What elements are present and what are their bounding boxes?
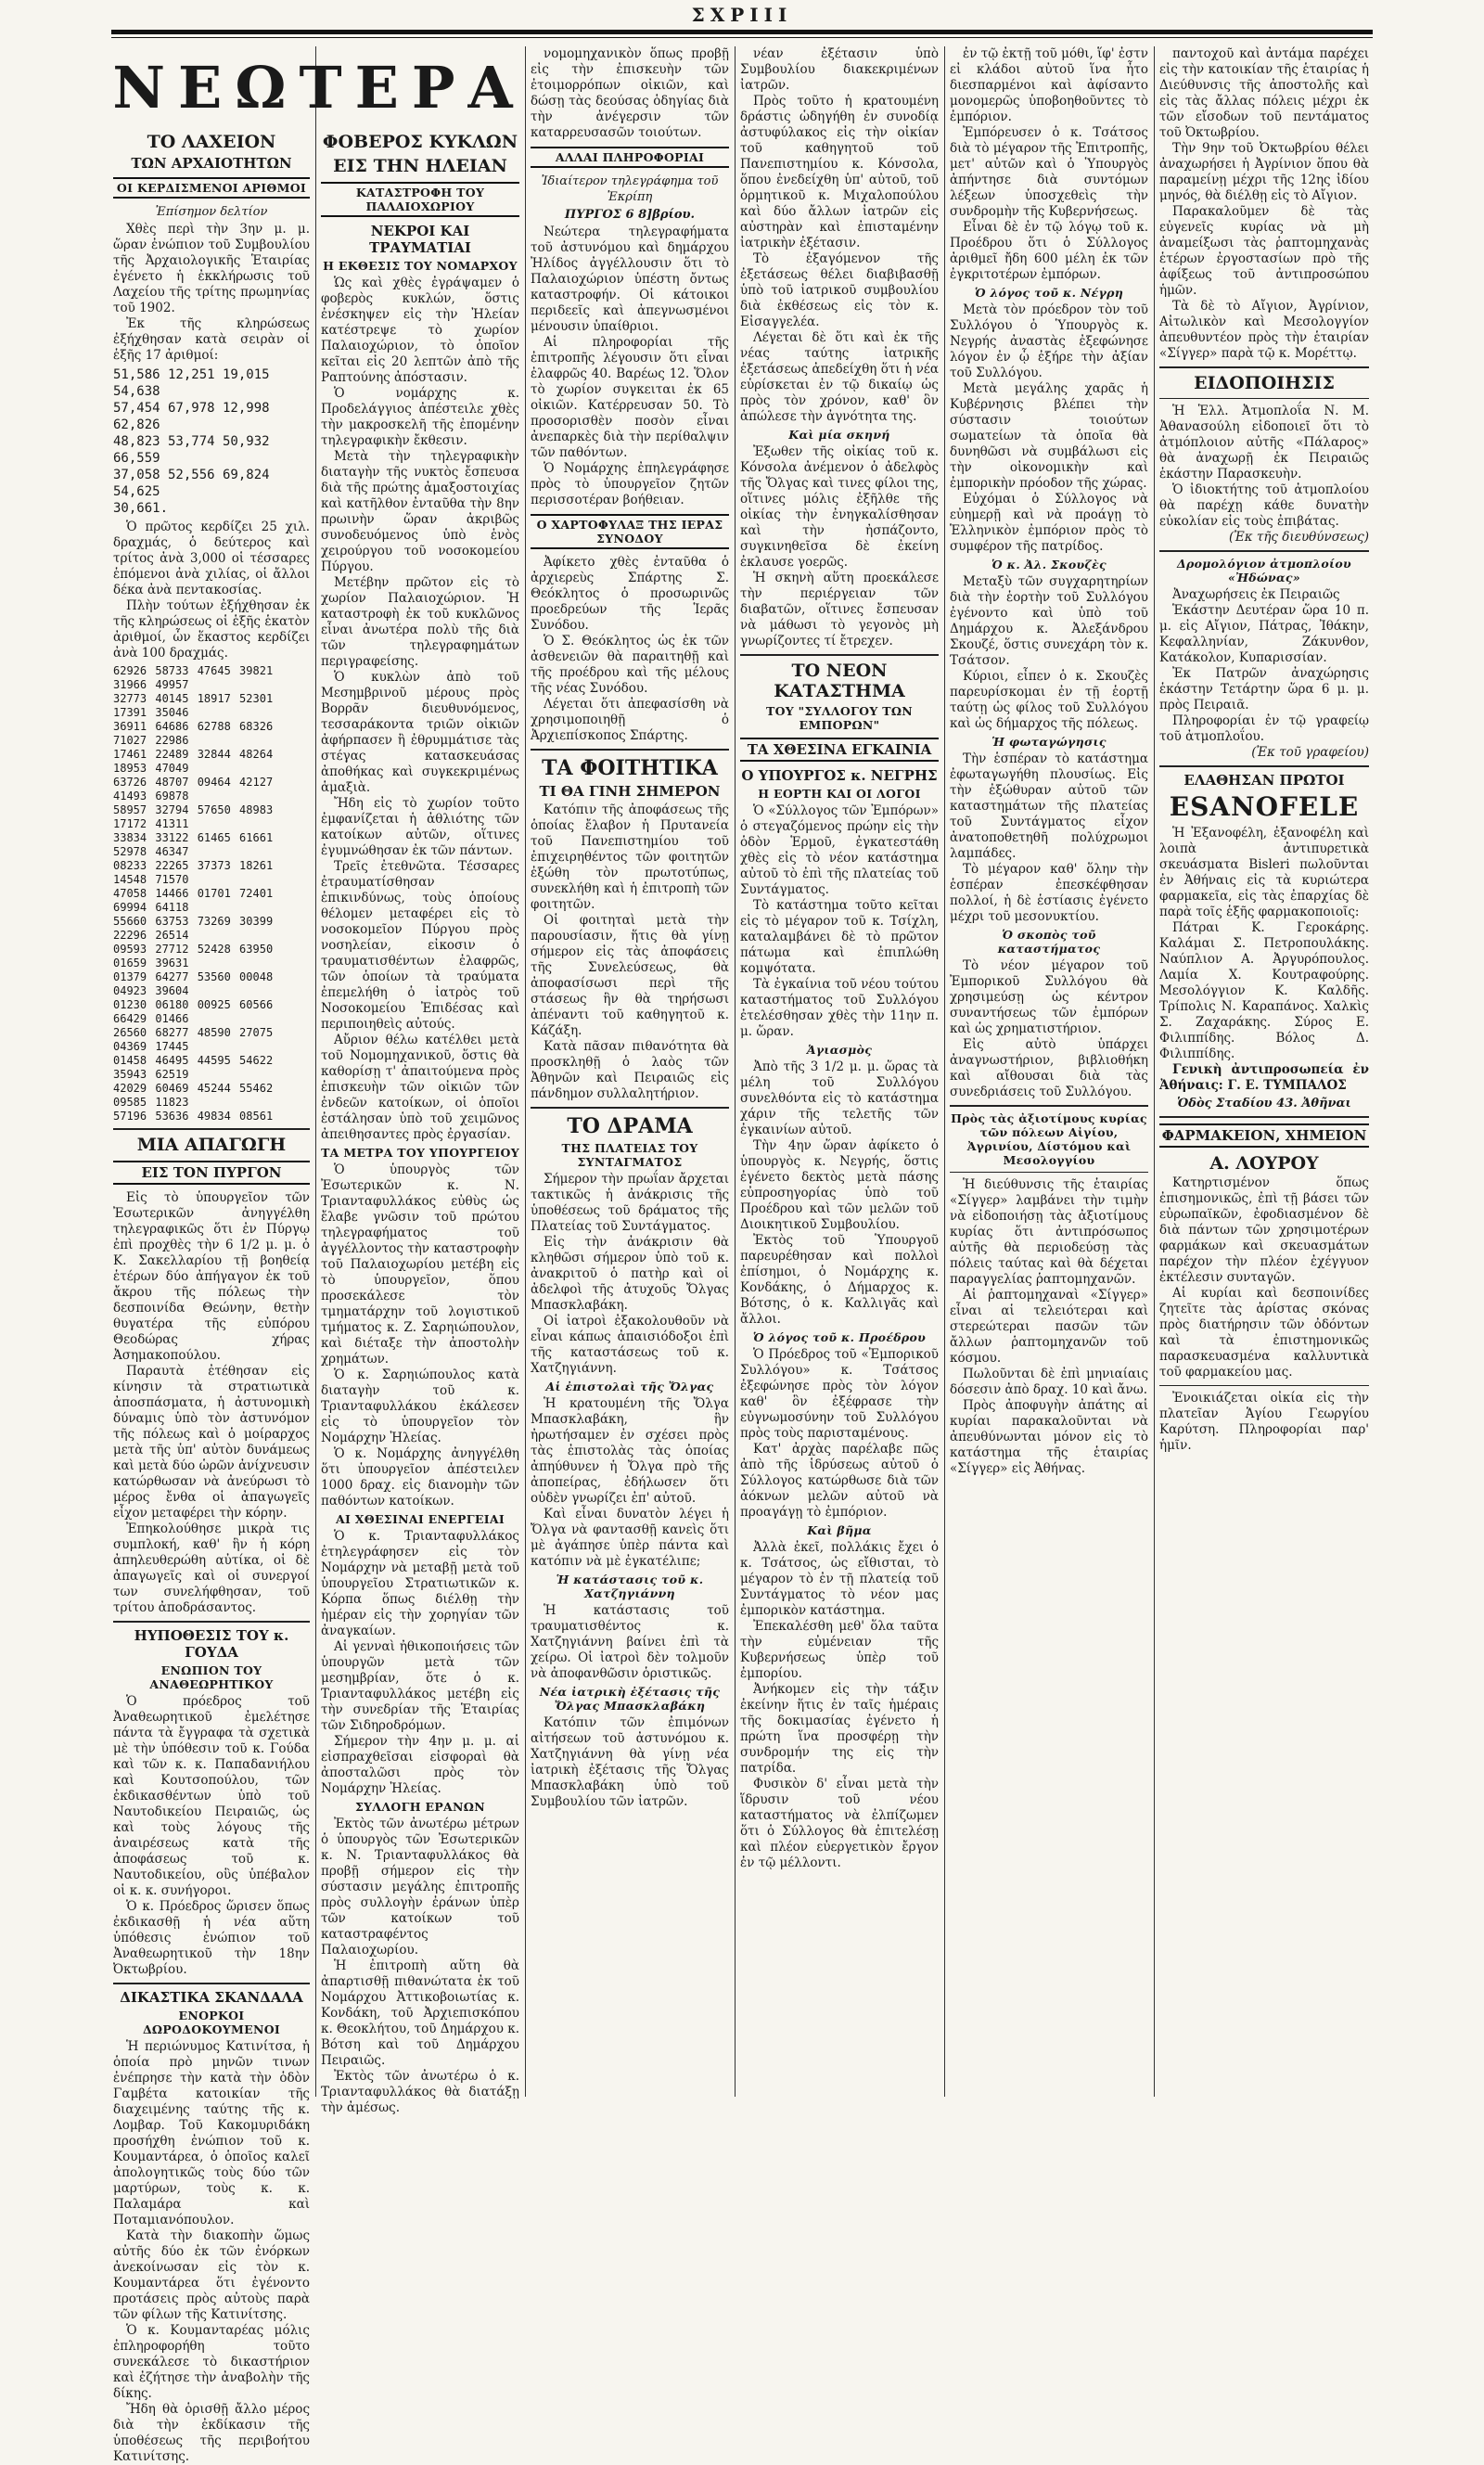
article-paragraph: Αἱ γενναὶ ἠθικοποιήσεις τῶν ὑπουργῶν μετὰ τῶν μεσημβρίαν, ὅτε ὁ κ. Τριανταφυλλάκος μετέβη εἰς τὴν συνεδρίαν τῆς Ἑταιρίας τῶν Σιδηροδρόμων. [321, 1639, 519, 1733]
article-paragraph: Τὸ μέγαρον καθ' ὅλην τὴν ἑσπέραν ἐπεσκέφθησαν πολλοί, ἡ δὲ ἑστίασις ἐγένετο μέχρι τοῦ μεσονυκτίου. [950, 862, 1148, 924]
article-paragraph: Ἀλλὰ ἐκεῖ, πολλάκις ἔχει ὁ κ. Τσάτσος, ὡς εἴθισται, τὸ μέγαρον τὸ ἐν τῇ πλατείᾳ τοῦ Συντάγματος τὸ νέον μας ἐμπορικὸν κατάστημα. [740, 1540, 939, 1618]
column-separator [525, 46, 526, 2097]
subhead-purpose: Ὁ σκοπὸς τοῦ καταστήματος [997, 928, 1101, 956]
headline-cyclone-place: ΕΙΣ ΤΗΝ ΗΛΕΙΑΝ [333, 156, 507, 176]
route-signature: (Ἐκ τοῦ γραφείου) [1251, 745, 1369, 760]
advert-paragraph: Ἀναχωρήσεις ἐκ Πειραιῶς [1172, 587, 1340, 602]
advert-paragraph: Τὰ δὲ τὸ Αἴγιον, Ἀγρίνιον, Αἰτωλικὸν καὶ Μεσολογγίον ἀπευθυντέον πρὸς τὴν ἑταιρίαν «Σίγγερ» παρὰ τῷ κ. Μορέττῳ. [1159, 299, 1369, 361]
headline-lottery: ΤΟ ΛΑΧΕΙΟΝ [147, 132, 276, 152]
headline-abduction: ΜΙΑ ΑΠΑΓΩΓΗ [136, 1135, 287, 1155]
headline-esanofele: ESANOFELE [1169, 791, 1360, 822]
headline-cyclone: ΦΟΒΕΡΟΣ ΚΥΚΛΩΝ [322, 132, 518, 152]
article-paragraph: Κατὰ πᾶσαν πιθανότητα θὰ προσκληθῇ ὁ λαὸς τῶν Ἀθηνῶν καὶ Πειραιῶς εἰς πάνδημον συλλαλητήριον. [531, 1039, 729, 1101]
article-paragraph: Τὰ ἐγκαίνια τοῦ νέου τούτου καταστήματος τοῦ Συλλόγου ἐτελέσθησαν χθὲς τὴν 11ην π. μ. ὥραν. [740, 977, 939, 1039]
numbers-row: 01379 64277 53560 00048 04923 39604 [113, 970, 274, 997]
dateline: ΠΥΡΓΟΣ 6 8]βρίου. [564, 208, 696, 222]
article-paragraph: Ὁ ὑπουργὸς τῶν Ἐσωτερικῶν κ. Ν. Τριανταφυλλάκος εὐθὺς ὡς ἔλαβε γνῶσιν τοῦ πρώτου τηλεγραφήματος τοῦ ἀγγέλλοντος τὴν καταστροφὴν τοῦ Παλαιοχωρίου μετέβη εἰς τὸ ὑπουργεῖον, ὅπου προσεκάλεσε τὸν τμηματάρχην τοῦ λογιστικοῦ τμήματος κ. Ζ. Σαρηιώπουλον, καὶ διέταξε τὴν ἀποστολὴν χρημάτων. [321, 1162, 519, 1367]
subhead-blessing: Ἁγιασμὸς [806, 1043, 873, 1057]
advert-paragraph: Γενικὴ ἀντιπροσωπεία ἐν Ἀθήναις: Γ. Ε. ΤΥΜΠΑΛΟΣ [1159, 1062, 1369, 1093]
numbers-row: 09593 27712 52428 63950 01659 39631 [113, 943, 274, 969]
article-paragraph: Ὁ Νομάρχης ἐπηλεγράφησε πρὸς τὸ ὑπουργεῖον ζητῶν περισσοτέραν βοήθειαν. [531, 461, 729, 507]
article-paragraph: ἐν τῷ ἐκτῇ τοῦ μόθι, ἵφ' ἐστν εἰ κλάδοι αὐτοῦ ἵνα ἦτο διεσπαρμένοι καὶ ἀφίσαντο μονομερῶς ὑποβοηθοῦντες τὸ ἐμπόριον. [950, 46, 1148, 124]
headline-students-sub: ΤΙ ΘΑ ΓΙΝΗ ΣΗΜΕΡΟΝ [539, 783, 721, 800]
article-paragraph: Αὔριον θέλω κατέλθει μετὰ τοῦ Νομομηχανικοῦ, ὅστις θὰ καθορίσῃ τ' ἀπαιτούμενα πρὸς ἐπισκευὴν τῶν οἰκιῶν τῶν ἐνδεῶν κατοίκων, οἱ ὁποῖοι ἐστάλησαν ὑπὸ τοῦ χειμῶνος ἀπειθησαντες πρὸς ἐργασίαν. [321, 1033, 519, 1142]
advert-address: Ὁδὸς Σταδίου 43. Ἀθῆναι [1177, 1097, 1351, 1111]
column-2 [321, 128, 519, 2115]
headline-pharmacy: ΦΑΡΜΑΚΕΙΟΝ, ΧΗΜΕΙΟΝ [1159, 1123, 1369, 1148]
article-paragraph: νομομηχανικὸν ὅπως προβῇ εἰς τὴν ἐπισκευὴν τῶν ἐτοιμορρόπων οἰκιῶν, καὶ δώσῃ τὰς δεούσας ὁδηγίας διὰ τὴν ἀνέγερσιν τῶν καταρρευσασῶν τοιούτων. [531, 46, 729, 140]
column-separator [735, 46, 736, 2097]
header-rule [111, 30, 1373, 34]
advert-paragraph: Αἱ κυρίαι καὶ δεσποινίδες ζητεῖτε τὰς ἀρίστας σκόνας πρὸς διατήρησιν τῶν ὀδόντων καὶ τὰ ἐπιστημονικῶς παρασκευασμένα καλλυντικὰ τοῦ φαρμακείου μας. [1159, 1286, 1369, 1380]
divider [950, 1105, 1148, 1107]
headline-ship-route: Δρομολόγιον ἀτμοπλοίου «Ἠδώνας» [1176, 557, 1352, 584]
article-paragraph: Ὡς καὶ χθὲς ἐγράψαμεν ὁ φοβερὸς κυκλών, ὅστις ἐνέσκηψεν εἰς τὴν Ἠλείαν κατέστρεψε τὸ χωρίον Παλαιοχώριον, τὸ ὁποῖον κεῖται εἰς 20 λεπτῶν ἀπὸ τῆς Ραπτούνης ἀπόστασιν. [321, 276, 519, 385]
advert-paragraph: Ὁ ἰδιοκτήτης τοῦ ἀτμοπλοίου θὰ παρέχῃ κάθε δυνατὴν εὐκολίαν εἰς τοὺς ἐπιβάτας. [1159, 482, 1369, 529]
divider [113, 1983, 310, 1984]
section-masthead: ΝΕΩΤΕΡΑ [112, 54, 526, 122]
article-paragraph: Χθὲς περὶ τὴν 3ην μ. μ. ὥραν ἐνώπιον τοῦ Συμβουλίου τῆς Ἀρχαιολογικῆς Ἑταιρίας ἐγένετο ἡ ἐκκλήρωσις τοῦ Λαχείου τῆς τρίτης πρωμηνίας τοῦ 1902. [113, 222, 310, 315]
headline-merchants: ΤΟΥ "ΣΥΛΛΟΓΟΥ ΤΩΝ ΕΜΠΟΡΩΝ" [765, 704, 914, 732]
numbers-row: 57196 53636 49834 08561 [113, 1110, 274, 1123]
headline-drama-sub: ΤΗΣ ΠΛΑΤΕΙΑΣ ΤΟΥ ΣΥΝΤΑΓΜΑΤΟΣ [561, 1141, 698, 1169]
header-rule-thin [111, 37, 1373, 38]
article-paragraph: Μετὰ τὴν τηλεγραφικὴν διαταγὴν τῆς νυκτὸς ἔσπευσα διὰ τῆς πρώτης ἀμαξοστοιχίας καὶ κατῆλθον ἐνταῦθα τὴν 8ην πρωινὴν ὥραν ἀκριβῶς συνοδευόμενος ὑπὸ ἑνὸς χειρούργου τοῦ νοσοκομείου Πύργου. [321, 449, 519, 574]
advert-paragraph: Ἡ Ἑλλ. Ἀτμοπλοΐα Ν. Μ. Ἀθανασούλη εἰδοποιεῖ ὅτι τὸ ἀτμόπλοιον αὐτῆς «Πάλαρος» θὰ ἀναχωρῇ ἐκ Πειραιῶς ἑκάστην Παρασκευὴν. [1159, 404, 1369, 481]
article-paragraph: Ἤδη εἰς τὸ χωρίον τοῦτο ἐμφανίζεται ἡ ἀθλιότης τῶν κατοίκων αὐτῶν, οἵτινες ἐγυμνώθησαν ἐκ τῶν πάντων. [321, 796, 519, 858]
article-paragraph: Μετέβην πρῶτον εἰς τὸ χωρίον Παλαιοχώριον. Ἡ καταστροφὴ ἐκ τοῦ κυκλῶνος εἶναι ἀνωτέρα πολὺ τῆς διὰ τῶν τηλεγραφημάτων περιγραφείσης. [321, 575, 519, 669]
column-4 [740, 46, 939, 2097]
article-paragraph: Ἡ κατάστασις τοῦ τραυματισθέντος κ. Χατζηγιάννη βαίνει ἐπὶ τὰ χείρω. Οἱ ἰατροὶ δὲν τολμοῦν νὰ ἀποφανθῶσιν ὁριστικῶς. [531, 1603, 729, 1681]
headline-other-info: ΑΛΛΑΙ ΠΛΗΡΟΦΟΡΙΑΙ [531, 147, 729, 168]
article-paragraph: Ἡ περιώνυμος Κατινίτσα, ἡ ὁποία πρὸ μηνῶν τινων ἐνέπρησε τὴν κατὰ τὴν ὁδὸν Γαμβέτα κατοικίαν τῆς διαχειμένης ταύτης τῆς κ. Λομβαρ. Τοῦ Κακομυριδάκη προσήχθη ἐνώπιον τοῦ κ. Κουμαντάρεα, ὁ ὁποῖος καλεῖ ἀπολογητικῶς τοὺς δύο τῶν μαρτύρων, τοὺς κ. κ. Παλαμάρα καὶ Ποταμιανόπουλον. [113, 2039, 310, 2227]
subhead-donations: ΣΥΛΛΟΓΗ ΕΡΑΝΩΝ [355, 1800, 485, 1814]
advert-paragraph: Ἡ διεύθυνσις τῆς ἑταιρίας «Σίγγερ» λαμβάνει τὴν τιμὴν νὰ εἰδοποιήσῃ τὰς ἀξιοτίμους κυρίας ὅτι ἀντιπρόσωπος αὐτῆς θὰ περιοδεύσῃ τὰς πόλεις ταύτας καὶ θὰ δέχεται παραγγελίας ῥαπτομηχανῶν. [950, 1177, 1148, 1287]
article-paragraph: Ἡ ἐπιτροπὴ αὕτη θὰ ἀπαρτισθῇ πιθανώτατα ἐκ τοῦ Νομάρχου Ἀττικοβοιωτίας κ. Κονδάκη, τοῦ Ἀρχιεπισκόπου κ. Θεοκλήτου, τοῦ Δημάρχου κ. Βότση καὶ τοῦ Δημάρχου Πειραιῶς. [321, 1958, 519, 2068]
headline-prefect-report: Η ΕΚΘΕΣΙΣ ΤΟΥ ΝΟΜΑΡΧΟΥ [323, 259, 518, 273]
article-paragraph: Ἀφίκετο χθὲς ἐνταῦθα ὁ ἀρχιερεὺς Σπάρτης Σ. Θεόκλητος ὁ προσωρινῶς προεδρεύων τῆς Ἱερᾶς Συνόδου. [531, 555, 729, 633]
article-paragraph: Κατόπιν τῆς ἀποφάσεως τῆς ὁποίας ἔλαβον ἡ Πρυτανεία τοῦ Πανεπιστημίου τοῦ ἐπιχειρηθέντος τῶν φοιτητῶν ἐξώθη τὸν πρωτοτύπως, συνεκλήθη καὶ ἡ ἐπιτροπὴ τῶν φοιτητῶν. [531, 802, 729, 912]
divider [531, 1107, 729, 1109]
article-paragraph: Ἡ σκηνὴ αὕτη προεκάλεσε τὴν περιέργειαν τῶν διαβατῶν, οἵτινες ἔσπευσαν νὰ μάθωσι τὸ γεγονὸς μὴ γνωρίζοντες τί ἔτρεχεν. [740, 571, 939, 648]
numbers-row: 48,823 53,774 50,932 66,559 [113, 434, 270, 466]
headline-pharmacy-owner: Α. ΛΟΥΡΟΥ [1209, 1153, 1319, 1174]
numbers-row: 32773 40145 18917 52301 17391 35046 [113, 692, 274, 719]
subhead-condition: Ἡ κατάστασις τοῦ κ. Χατζηγιάννη [556, 1573, 704, 1600]
article-paragraph: Τὸ ἐξαγόμενον τῆς ἐξετάσεως θέλει διαβιβασθῇ ὑπὸ τοῦ ἰατρικοῦ συμβουλίου διὰ ἐκθέσεως εἰς τὸν κ. Εἰσαγγελέα. [740, 251, 939, 329]
advert-paragraph: Ἐκ Πατρῶν ἀναχώρησις ἑκάστην Τετάρτην ὥρα 6 μ. μ. πρὸς Πειραιᾶ. [1159, 666, 1369, 713]
subhead-president-speech: Ὁ λόγος τοῦ κ. Προέδρου [752, 1330, 927, 1344]
article-paragraph: Ἐκτὸς τῶν ἀνωτέρω μέτρων ὁ ὑπουργὸς τῶν Ἐσωτερικῶν κ. Ν. Τριανταφυλλάκος θὰ προβῇ σήμερον εἰς τὴν σύστασιν μεγάλης ἐπιτροπῆς πρὸς συλλογὴν ἐράνων ὑπὲρ τῶν κατοίκων τοῦ καταστραφέντος Παλαιοχωρίου. [321, 1817, 519, 1958]
numbers-row: 42029 60469 45244 55462 09585 11823 [113, 1082, 274, 1109]
headline-abduction-sub: ΕΙΣ ΤΟΝ ΠΥΡΓΟΝ [113, 1161, 310, 1185]
article-paragraph: Μετὰ τὸν πρόεδρον τὸν τοῦ Συλλόγου ὁ Ὑπουργὸς κ. Νεγρής ἀναστὰς ἐξεφώνησε λόγον ἐν ᾧ ἐξήρε τὴν ἀξίαν τοῦ Συλλόγου. [950, 302, 1148, 380]
article-paragraph: Εὐχόμαι ὁ Σύλλογος νὰ εὐημερῇ καὶ νὰ προάγῃ τὸ Ἑλληνικὸν ἐμπόριον πρὸς τὸ συμφέρον τῆς πατρίδος. [950, 492, 1148, 554]
numbers-row: 01458 46495 44595 54622 35943 62519 [113, 1054, 274, 1081]
article-paragraph: Εἶναι δὲ ἐν τῷ λόγῳ τοῦ κ. Προέδρου ὅτι ὁ Σύλλογος ἀριθμεῖ ἤδη 600 μέλη ἐκ τῶν ἐγκριτοτέρων ἐμπόρων. [950, 220, 1148, 282]
subhead-letters: Αἱ ἐπιστολαὶ τῆς Ὄλγας [545, 1380, 714, 1393]
article-paragraph: Παραυτὰ ἐτέθησαν εἰς κίνησιν τὰ στρατιωτικὰ ἀποσπάσματα, ἡ ἀστυνομικὴ δύναμις ὑπὸ τὸν ἀστυνόμον τῆς πόλεως καὶ ὁ μοίραρχος μετὰ τῆς ὑπ' αὐτὸν δυνάμεως καὶ μετὰ δύο ὡρῶν ἀνίχνευσιν κατώρθωσαν νὰ ἀνεύρωσι τὸ μέρος ἔνθα οἱ ἀπαγωγεῖς εἶχον μεταφέρει τὴν κόρην. [113, 1364, 310, 1521]
article-paragraph: Αἱ πληροφορίαι τῆς ἐπιτροπῆς λέγουσιν ὅτι εἶναι ἐλαφρῶς 40. Βαρέως 12. Ὅλον τὸ χωρίον συγκειται ἐκ 65 οἰκιῶν. Κατέρρευσαν 50. Τὸ προσορισθὲν ποσὸν εἶναι ἀνεπαρκὲς διὰ τὴν περίθαλψιν τῶν παθόντων. [531, 335, 729, 460]
advert-paragraph: Ἐνοικιάζεται οἰκία εἰς τὴν πλατεῖαν Ἁγίου Γεωργίου Καρύτση. Πληροφορίαι παρ' ἡμῖν. [1159, 1391, 1369, 1453]
article-paragraph: Ἐκτὸς τῶν ἀνωτέρω ὁ κ. Τριανταφυλλάκος θὰ διατάξῃ τὴν ἀμέσως. [321, 2069, 519, 2115]
numbers-row: 30,661. [113, 501, 169, 516]
article-paragraph: Νεώτερα τηλεγραφήματα τοῦ ἀστυνόμου καὶ δημάρχου Ἠλίδος ἀγγέλλουσιν ὅτι τὸ Παλαιοχώριον ὑπέστη ὄντως καταστροφήν. Οἱ κάτοικοι περιδεεῖς καὶ ἀπεγνωσμένοι μένουσιν ὑπαίθριοι. [531, 225, 729, 334]
article-paragraph: Εἰς τὴν ἀνάκρισιν θὰ κληθῶσι σήμερον ὑπὸ τοῦ κ. ἀνακριτοῦ ὁ πατὴρ καὶ οἱ ἀδελφοὶ τῆς ἀτυχοῦς Ὄλγας Μπασκλαβάκη. [531, 1235, 729, 1313]
article-paragraph: Λέγεται ὅτι ἀπεφασίσθη νὰ χρησιμοποιηθῇ ὁ Ἀρχιεπίσκοπος Σπάρτης. [531, 697, 729, 743]
numbers-row: 36911 64686 62788 68326 71027 22986 [113, 720, 274, 747]
headline-inauguration: ΤΑ ΧΘΕΣΙΝΑ ΕΓΚΑΙΝΙΑ [740, 738, 939, 762]
winning-numbers-list [113, 366, 310, 517]
column-separator [315, 46, 316, 2097]
article-paragraph: Τὸ νέον μέγαρον τοῦ Ἐμπορικοῦ Συλλόγου θὰ χρησιμεύσῃ ὡς κέντρον συναντήσεως τῶν ἐμπόρων καὶ ὡς χρηματιστήριον. [950, 958, 1148, 1036]
divider [1159, 550, 1369, 552]
numbers-row: 57,454 67,978 12,998 62,826 [113, 401, 270, 432]
article-paragraph: Πλὴν τούτων ἐξήχθησαν ἐκ τῆς κληρώσεως οἱ ἑξῆς ἑκατὸν ἀριθμοί, ὧν ἕκαστος κερδίζει ἀνὰ 100 δραχμάς. [113, 598, 310, 661]
numbers-row: 55660 63753 73269 30399 22296 26514 [113, 915, 274, 942]
column-separator [1154, 46, 1155, 2097]
article-paragraph: Τὴν 4ην ὥραν ἀφίκετο ὁ ὑπουργὸς κ. Νεγρής, ὅστις ἐγένετο δεκτὸς μετὰ πάσης εὐπροσηγορίας ὑπὸ τοῦ Προέδρου καὶ τῶν μελῶν τοῦ Διοικητικοῦ Συμβουλίου. [740, 1138, 939, 1232]
article-paragraph: Ὁ κ. Νομάρχης ἀνηγγέλθη ὅτι ὑπουργεῖον ἀπέστειλεν 1000 δραχ. εἰς διανομὴν τῶν παθόντων κατοίκων. [321, 1446, 519, 1509]
divider [1159, 398, 1369, 399]
numbers-row: 63726 48707 09464 42127 41493 69878 [113, 776, 274, 802]
advert-paragraph: Πωλοῦνται δὲ ἐπὶ μηνιαίαις δόσεσιν ἀπὸ δραχ. 10 καὶ ἄνω. [950, 1367, 1148, 1397]
headline-drama: ΤΟ ΔΡΑΜΑ [567, 1114, 693, 1138]
advert-paragraph: Πάτραι Κ. Γεροκάρης. Καλάμαι Σ. Πετροπουλάκης. Ναύπλιον Α. Ἀργυρόπουλος. Λαμία Χ. Κουτραφούρης. Μεσολόγγιον Κ. Καλδῆς. Τρίπολις Ν. Καραπάνος. Χαλκὶς Σ. Ζαχαράκης. Σύρος Ε. Φιλιππίδης. Βόλος Δ. Φιλιππίδης. [1159, 920, 1369, 1061]
article-paragraph: Σήμερον τὴν 4ην μ. μ. αἱ εἰσπραχθεῖσαι εἰσφοραὶ θὰ ἀποσταλῶσι πρὸς τὸν Νομάρχην Ἠλείας. [321, 1734, 519, 1796]
column-5 [950, 46, 1148, 2097]
advert-paragraph: Αἱ ῥαπτομηχαναὶ «Σίγγερ» εἶναι αἱ τελειότεραι καὶ στερεώτεραι πασῶν τῶν ἄλλων ῥαπτομηχανῶν τοῦ κόσμου. [950, 1288, 1148, 1366]
numbers-row: 26560 68277 48590 27075 04369 17445 [113, 1026, 274, 1053]
divider [531, 749, 729, 751]
official-bulletin-label: Ἐπίσημον δελτίον [155, 205, 268, 219]
article-paragraph: Ὁ πρόεδρος τοῦ Ἀναθεωρητικοῦ ἐμελέτησε πάντα τὰ ἔγγραφα τὰ σχετικὰ μὲ τὴν ὑπόθεσιν τοῦ κ. Γούδα καὶ τῶν κ. κ. Παπαδανιήλου καὶ Κουτσοπούλου, τῶν ἐκδικασθέντων ὑπὸ τοῦ Ναυτοδικείου Πειραιῶς, ὡς καὶ τοὺς λόγους τῆς ἀναιρέσεως κατὰ τῆς ἀποφάσεως τοῦ κ. Ναυτοδικείου, οὓς ὑπέβαλον οἱ κ. κ. συνήγοροι. [113, 1694, 310, 1898]
divider [950, 1172, 1148, 1173]
subhead-negris-speech: Ὁ λόγος τοῦ κ. Νέγρη [974, 286, 1124, 300]
column-1 [113, 128, 310, 2464]
article-paragraph: Ὁ Πρόεδρος τοῦ «Ἐμπορικοῦ Συλλόγου» κ. Τσάτσος ἐξεφώνησε πρὸς τὸν λόγον καθ' ὃν ἐξέφρασε τὴν εὐγνωμοσύνην τοῦ Συλλόγου πρὸς τοὺς παρισταμένους. [740, 1347, 939, 1441]
article-paragraph: Πρὸς τοῦτο ἡ κρατουμένη δράστις ὡδηγήθη ἐν συνοδίᾳ ἀστυφύλακος εἰς τὴν οἰκίαν τοῦ καθηγητοῦ τοῦ Πανεπιστημίου κ. Κόνσολα, ὅπου ἐνεδείχθη ὑπ' αὐτοῦ, τοῦ ὁρμητικοῦ κ. Μιχαλοπούλου καὶ δύο ἄλλων ἰατρῶν εἰς αὐστηρὰν καὶ ἐπισταμένην ἰατρικὴν ἐξέτασιν. [740, 94, 939, 250]
column-6 [1159, 46, 1369, 2097]
article-paragraph: Ἀπὸ τῆς 3 1/2 μ. μ. ὥρας τὰ μέλη τοῦ Συλλόγου συνελθόντα εἰς τὸ κατάστημα χάριν τῆς τελετῆς τῶν ἐγκαινίων αὐτοῦ. [740, 1059, 939, 1137]
advert-paragraph: Ἡ Ἐξανοφέλη, ἐξανοφέλη καὶ λοιπὰ ἀντιπυρετικὰ σκευάσματα Bisleri πωλοῦνται ἐν Ἀθήναις εἰς τὰ κυριώτερα φαρμακεῖα, εἰς τὰς ἐπαρχίας δὲ παρὰ τοῖς ἑξῆς φαρμακοποιοῖς: [1159, 826, 1369, 919]
article-paragraph: Εἰς αὐτὸ ὑπάρχει ἀναγνωστήριον, βιβλιοθήκη καὶ αἴθουσαι διὰ τὰς συνεδριάσεις τοῦ Συλλόγου. [950, 1037, 1148, 1099]
article-paragraph: Εἰς τὸ ὑπουργεῖον τῶν Ἐσωτερικῶν ἀνηγγέλθη τηλεγραφικῶς ὅτι ἐν Πύργῳ ἐπὶ προχθὲς τὴν 6 1/2 μ. μ. ὁ Κ. Σακελλαρίου τῇ βοηθείᾳ ἑτέρων δύο ἀπήγαγον ἐκ τοῦ ἄκρου τῆς πόλεως τὴν δεσποινίδα Θεώνην, θετὴν θυγατέρα τῆς εὐπόρου Θεοδώρας χήρας Ἀσημακοπούλου. [113, 1190, 310, 1363]
article-paragraph: Κατ' ἀρχὰς παρέλαβε πῶς ἀπὸ τῆς ἱδρύσεως αὐτοῦ ὁ Σύλλογος κατώρθωσε διὰ τῶν ἀόκνων μελῶν αὐτοῦ νὰ προαγάγῃ τὸ ἐμπόριον. [740, 1442, 939, 1520]
article-paragraph: Ἀνήκομεν εἰς τὴν τάξιν ἐκείνην ἥτις ἐν ταῖς ἡμέραις τῆς δοκιμασίας ἐγένετο ἡ πρώτη ἵνα προσφέρῃ τὴν συνδρομήν της εἰς τὴν πατρίδα. [740, 1682, 939, 1776]
headline-scandal-sub: ΕΝΟΡΚΟΙ ΔΩΡΟΔΟΚΟΥΜΕΝΟΙ [142, 2009, 281, 2036]
headline-minister: Ο ΥΠΟΥΡΓΟΣ κ. ΝΕΓΡΗΣ [741, 767, 938, 784]
subhead-ministry-measures: ΤΑ ΜΕΤΡΑ ΤΟΥ ΥΠΟΥΡΓΕΙΟΥ [321, 1146, 519, 1160]
article-paragraph: Μεταξὺ τῶν συγχαρητηρίων διὰ τὴν ἑορτὴν τοῦ Συλλόγου ἐγένοντο καὶ ὑπὸ τοῦ Δημάρχου κ. Ἀλεξάνδρου Σκουζέ, ὅστις συνεχάρη τὸν κ. Τσάτσον. [950, 574, 1148, 668]
headline-synod: Ο ΧΑΡΤΟΦΥΛΑΞ ΤΗΣ ΙΕΡΑΣ ΣΥΝΟΔΟΥ [531, 514, 729, 549]
advert-paragraph: Ἑκάστην Δευτέραν ὥρα 10 π. μ. εἰς Αἴγιον, Πάτρας, Ἰθάκην, Κεφαλληνίαν, Ζάκυνθον, Κατάκολον, Κυπαρισσίαν. [1159, 603, 1369, 665]
notice-signature: (Ἐκ τῆς διευθύνσεως) [1228, 530, 1369, 545]
divider [1159, 765, 1369, 767]
article-paragraph: Ὁ κ. Τριανταφυλλάκος ἐτηλεγράφησεν εἰς τὸν Νομάρχην νὰ μεταβῇ μετὰ τοῦ ὑπουργεῖου Στρατιωτικῶν κ. Κόρπα ὅπως διέλθῃ τὴν ἡμέραν εἰς τὴν χορηγίαν τῶν ἀναγκαίων. [321, 1529, 519, 1638]
headline-goudas-sub: ΕΝΩΠΙΟΝ ΤΟΥ ΑΝΑΘΕΩΡΗΤΙΚΟΥ [149, 1663, 274, 1691]
divider [1159, 1116, 1369, 1118]
subhead-step: Καὶ βῆμα [807, 1523, 872, 1537]
article-paragraph: Καὶ εἶναι δυνατὸν λέγει ἡ Ὄλγα νὰ φαντασθῇ κανεὶς ὅτι μὲ ἀγάπησε ὑπὲρ πάντα καὶ κατόπιν νὰ μὲ ἐγκατέλιπε; [531, 1507, 729, 1569]
headline-casualties: ΝΕΚΡΟΙ ΚΑΙ ΤΡΑΥΜΑΤΙΑΙ [369, 223, 471, 256]
article-paragraph: Κύριοι, εἶπεν ὁ κ. Σκουζὲς παρευρίσκομαι ἐν τῇ ἑορτῇ ταύτῃ ὡς φίλος τοῦ Συλλόγου καὶ ὡς δήμαρχος τῆς πόλεως. [950, 669, 1148, 731]
article-paragraph: Ἐμπόρευσεν ὁ κ. Τσάτσος διὰ τὸ μέγαρον τῆς Ἐπιτροπῆς, μετ' αὐτῶν καὶ ὁ Ὑπουργὸς ἀπήντησε διὰ συντόμων λέξεων ὑποσχεθεὶς τὴν συνδρομὴν τῆς Κυβερνήσεως. [950, 125, 1148, 219]
headline-destruction: ΚΑΤΑΣΤΡΟΦΗ ΤΟΥ ΠΑΛΑΙΟΧΩΡΙΟΥ [321, 182, 519, 217]
headline-students: ΤΑ ΦΟΙΤΗΤΙΚΑ [542, 756, 718, 780]
headline-lottery-sub: ΤΩΝ ΑΡΧΑΙΟΤΗΤΩΝ [131, 155, 292, 172]
subhead-yesterday-actions: ΑΙ ΧΘΕΣΙΝΑΙ ΕΝΕΡΓΕΙΑΙ [336, 1512, 505, 1526]
article-paragraph: Ἐπεκαλέσθη μεθ' ὅλα ταῦτα τὴν εὐμένειαν τῆς Κυβερνήσεως ὑπὲρ τοῦ ἐμπορίου. [740, 1619, 939, 1681]
headline-goudas: ΗΥΠΟΘΕΣΙΣ ΤΟΥ κ. ΓΟΥΔΑ [134, 1627, 289, 1661]
numbers-row: 58957 32794 57650 48983 17172 41311 [113, 803, 274, 830]
article-paragraph: νέαν ἐξέτασιν ὑπὸ Συμβουλίου διακεκριμένων ἰατρῶν. [740, 46, 939, 93]
headline-winning-numbers: ΟΙ ΚΕΡΔΙΣΜΕΝΟΙ ΑΡΙΘΜΟΙ [113, 177, 310, 199]
article-paragraph: Φυσικὸν δ' εἶναι μετὰ τὴν ἵδρυσιν τοῦ νέου καταστήματος νὰ ἐλπίζωμεν ὅτι ὁ Σύλλογος θὰ ἐπιτελέσῃ καὶ πλέον εὐεργετικὸν ἔργον ἐν τῷ μέλλοντι. [740, 1777, 939, 1870]
article-paragraph: Ἐκ τῆς κληρώσεως ἐξήχθησαν κατὰ σειρὰν οἱ ἑξῆς 17 ἀριθμοί: [113, 316, 310, 363]
article-paragraph: Κατὰ τὴν διακοπὴν ὥμως αὐτῆς δύο ἐκ τῶν ἐνόρκων ἀνεκοίνωσαν εἰς τὸν κ. Κουμαντάρεα ὅτι ἐγένοντο προτάσεις πρὸς αὐτοὺς παρὰ τῶν φίλων τῆς Κατινίτσης. [113, 2228, 310, 2322]
subhead-skouzes: Ὁ κ. Ἀλ. Σκουζὲς [991, 558, 1107, 571]
article-paragraph: Ἐπηκολούθησε μικρὰ τις συμπλοκή, καθ' ἣν ἡ κόρη ἀπηλευθερώθη αὐτίκα, οἱ δὲ ἀπαγωγεῖς καὶ οἱ συνεργοί των συνελήφθησαν, τοῦ τρίτου ἀποδράσαντος. [113, 1521, 310, 1615]
subhead-illumination: Ἡ φωταγώγησις [991, 735, 1107, 749]
article-paragraph: Οἱ φοιτηταὶ μετὰ τὴν παρουσίασιν, ἥτις θὰ γίνῃ σήμερον εἰς τὰς ἀποφάσεις τῆς Συνελεύσεως, θὰ ἀποφασίσωσι περὶ τῆς στάσεως ἣν θὰ τηρήσωσι ἀπέναντι τοῦ καθηγητοῦ κ. Κάζάξη. [531, 913, 729, 1038]
article-paragraph: Ὁ πρῶτος κερδίζει 25 χιλ. δραχμάς, ὁ δεύτερος καὶ τρίτος ἀνὰ 3,000 οἱ τέσσαρες ἑπόμενοι ἀνὰ χιλίας, οἱ ἄλλοι δέκα ἀνὰ πεντακοσίας. [113, 520, 310, 597]
divider [113, 1128, 310, 1130]
headline-new-shop: ΤΟ ΝΕΟΝ ΚΑΤΑΣΤΗΜΑ [774, 661, 905, 701]
subhead-medical-exam: Νέα ἰατρικὴ ἐξέτασις τῆς Ὄλγας Μπασκλαβάκη [539, 1685, 721, 1713]
article-paragraph: Ὁ κυκλὼν ἀπὸ τοῦ Μεσημβρινοῦ μέρους πρὸς Βορρᾶν διευθυνόμενος, τεσσαράκοντα τριῶν οἰκιῶν ἀφήρπασεν ἢ ἐθρυμμάτισε τὰς στέγας κατασκευάσας ἀποθήκας καὶ συγκεκριμένως ἁμαξιὰ. [321, 670, 519, 795]
advert-paragraph: Κατηρτισμένον ὅπως ἐπισημονικῶς, ἐπὶ τῇ βάσει τῶν εὐρωπαϊκῶν, ἐφοδιασμένον δὲ διὰ πάντων τῶν χρησιμοτέρων φαρμάκων καὶ σκευασμάτων παρέχον τὴν πλέον ἐχέγγυον ἐκτέλεσιν συνταγῶν. [1159, 1175, 1369, 1285]
numbers-row: 01230 06180 00925 60566 66429 01466 [113, 998, 274, 1025]
advert-paragraph: Πρὸς ἀποφυγὴν ἀπάτης αἱ κυρίαι παρακαλοῦνται νὰ ἀπευθύνωνται μόνον εἰς τὸ κατάστημα τῆς ἑταιρίας «Σίγγερ» εἰς Ἀθήνας. [950, 1398, 1148, 1476]
numbers-row: 47058 14466 01701 72401 69994 64118 [113, 887, 274, 914]
article-paragraph: Ἐξωθεν τῆς οἰκίας τοῦ κ. Κόνσολα ἀνέμενον ὁ ἀδελφὸς τῆς Ὄλγας καὶ τινες φίλοι της, οἵτινες μόλις ἐξῆλθε τῆς οἰκίας τὴν ἐνηγκαλίσθησαν καὶ τὴν ἠσπάζοντο, συγκινηθεῖσα δὲ ἐκείνη ἐκλαυσε γοερῶς. [740, 444, 939, 570]
numbers-row: 37,058 52,556 69,824 54,625 [113, 468, 270, 499]
advert-paragraph: Παρακαλοῦμεν δὲ τὰς εὐγενεῖς κυρίας νὰ μὴ ἀναμείξωσι τὰς ῥαπτομηχανὰς ἑτέρων ἐργοστασίων πρὸ τῆς ἀφίξεως τοῦ ἀντιπροσώπου ἡμῶν. [1159, 204, 1369, 298]
article-paragraph: Τὴν ἑσπέραν τὸ κατάστημα ἐφωταγωγήθη πλουσίως. Εἰς τὴν ἐξώθυραν αὐτοῦ τῶν καταστημάτων τῆς πλατείας τοῦ Συντάγματος εἶχον ἀνατοποθετηθῆ πολύχρωμοι λαμπάδες. [950, 751, 1148, 861]
divider [113, 1621, 310, 1623]
advert-paragraph: Τὴν 9ην τοῦ Ὀκτωβρίου θέλει ἀναχωρήσει ἡ Ἀγρίνιον ὅπου θὰ παραμείνῃ μέχρι τῆς 12ης ἰδίου μηνός, θὰ διέλθῃ εἰς τὸ Αἴγιον. [1159, 141, 1369, 203]
article-paragraph: Λέγεται δὲ ὅτι καὶ ἐκ τῆς νέας ταύτης ἰατρικῆς ἐξετάσεως ἀπεδείχθη ὅτι ἡ νέα εὑρίσκεται ἐν τῷ δικαίῳ ὡς πρὸς τὸν χρόνον, καθ' ὃν ἀπώλεσε τὴν ἀγνότητα της. [740, 330, 939, 424]
article-paragraph: Τρεῖς ἐτεθνῶτα. Τέσσαρες ἐτραυματίσθησαν ἐπικινδύνως, τοὺς ὁποίους θέλομεν μεταφέρει εἰς τὸ νοσοκομεῖον Πύργου πρὸς νοσηλείαν, εἰκοσιν ὁ τραυματισθέντων ἐλαφρῶς, τῶν ὁποίων τὰ τραύματα ἐπεμελήθη ὁ ἰατρὸς τοῦ Νοσοκομείου Ἐπιδέσας καὶ περιποιηθεὶς αὐτούς. [321, 859, 519, 1032]
article-paragraph: Ἡ κρατουμένη τῆς Ὄλγα Μπασκλαβάκη, ἣν ἠρωτήσαμεν ἐν σχέσει πρὸς τὰς ἐπιστολὰς τὰς ὁποίας ἀπηύθυνεν ἡ Ὄλγα πρὸ τῆς ἀποπείρας, ἐδήλωσεν ὅτι οὐδὲν γνωρίζει ἐπ' αὐτοῦ. [531, 1396, 729, 1506]
article-paragraph: Ὁ νομάρχης κ. Προδελάγγιος ἀπέστειλε χθὲς τὴν μακροσκελῆ τῆς ἐπομένην τηλεγραφικὴν ἔκθεσιν. [321, 386, 519, 448]
headline-celebration: Η ΕΟΡΤΗ ΚΑΙ ΟΙ ΛΟΓΟΙ [758, 787, 921, 801]
article-paragraph: Σήμερον τὴν πρωΐαν ἄρχεται τακτικῶς ἡ ἀνάκρισις τῆς ὑποθέσεως τοῦ δράματος τῆς Πλατείας τοῦ Συντάγματος. [531, 1172, 729, 1234]
hundred-numbers-list [113, 664, 310, 1123]
headline-singer-notice: Πρὸς τὰς ἀξιοτίμους κυρίας τῶν πόλεων Αἰγίου, Ἀγρινίου, Δίστόμου καὶ Μεσολογγίου [951, 1111, 1147, 1167]
article-paragraph: Οἱ ἰατροὶ ἐξακολουθοῦν νὰ εἶναι κάπως ἀπαισιόδοξοι ἐπὶ τῆς καταστάσεως τοῦ κ. Χατζηγιάννη. [531, 1314, 729, 1376]
advert-paragraph: παντοχοῦ καὶ ἀντάμα παρέχει εἰς τὴν κατοικίαν τῆς ἑταιρίας ἡ Διεύθυνσις τῆς ἀποστολῆς καὶ εἰς τὰς ἄλλας πόλεις μέχρι ἐκ τῶν εἴσοδων τοῦ πεντάματος τοῦ Ὀκτωβρίου. [1159, 46, 1369, 140]
article-paragraph: Ἐκτὸς τοῦ Ὑπουργοῦ παρευρέθησαν καὶ πολλοὶ ἐπίσημοι, ὁ Νομάρχης κ. Κονδάκης, ὁ Δήμαρχος κ. Βότσης, ὁ κ. Καλλιγᾶς καὶ ἄλλοι. [740, 1233, 939, 1327]
numbers-row: 62926 58733 47645 39821 31966 49957 [113, 664, 274, 691]
headline-scandal: ΔΙΚΑΣΤΙΚΑ ΣΚΑΝΔΑΛΑ [120, 1989, 303, 2006]
article-paragraph: Ὁ «Σύλλογος τῶν Ἐμπόρων» ὁ στεγαζόμενος πρώην εἰς τὴν ὁδὸν Ἑρμοῦ, ἐγκατεστάθη χθὲς εἰς τὸ νέον κατάστημα αὐτοῦ τὸ ἐπὶ τῆς πλατείας τοῦ Συντάγματος. [740, 803, 939, 897]
telegram-label: Ἰδιαίτερον τηλεγράφημα τοῦ Ἐκρίπη [541, 174, 719, 204]
article-paragraph: Ὁ Σ. Θεόκλητος ὡς ἐκ τῶν ἀσθενειῶν θὰ παραιτηθῇ καὶ τῆς προέδρου καὶ τῆς μέλους τῆς νέας Συνόδου. [531, 634, 729, 696]
headline-notice: ΕΙΔΟΠΟΙΗΣΙΣ [1194, 373, 1335, 393]
numbers-row: 17461 22489 32844 48264 18953 47049 [113, 748, 274, 775]
article-paragraph: Κατόπιν τῶν ἐπιμόνων αἰτήσεων τοῦ ἀστυνόμου κ. Χατζηγιάννη θὰ γίνῃ νέα ἰατρικὴ ἐξέτασις τῆς Ὄλγας Μπασκλαβάκη ὑπὸ τοῦ Συμβουλίου τῶν ἰατρῶν. [531, 1715, 729, 1809]
article-paragraph: Ὁ κ. Πρόεδρος ὥρισεν ὅπως ἐκδικασθῇ ἡ νέα αὕτη ὑπόθεσις ἐνώπιον τοῦ Ἀναθεωρητικοῦ τὴν 18ην Ὀκτωβρίου. [113, 1899, 310, 1977]
numbers-row: 51,586 12,251 19,015 54,638 [113, 367, 270, 399]
divider [1159, 1385, 1369, 1386]
divider [1159, 366, 1369, 368]
numbers-row: 08233 22265 37373 18261 14548 71570 [113, 859, 274, 886]
article-paragraph: Ὁ κ. Κουμανταρέας μόλις ἐπληροφορήθη τοῦτο συνεκάλεσε τὸ δικαστήριον καὶ ἐζήτησε τὴν ἀναβολὴν τῆς δίκης. [113, 2323, 310, 2401]
article-paragraph: Ἤδη θὰ ὁρισθῇ ἄλλο μέρος διὰ τὴν ἐκδίκασιν τῆς ὑποθέσεως τῆς περιβοήτου Κατινίτσης. [113, 2402, 310, 2464]
advert-paragraph: Πληροφορίαι ἐν τῷ γραφείῳ τοῦ ἀτμοπλοΐου. [1159, 713, 1369, 744]
article-paragraph: Ὁ κ. Σαρηιώπουλος κατὰ διαταγὴν τοῦ κ. Τριανταφυλλάκου ἐκάλεσεν εἰς τὸ ὑπουργεῖον τὸν Νομάρχην Ἠλείας. [321, 1367, 519, 1445]
column-3 [531, 46, 729, 2097]
column-separator [944, 46, 945, 2097]
headline-arrived: ΕΛΑΘΗΣΑΝ ΠΡΩΤΟΙ [1183, 772, 1345, 789]
subhead-scene: Καὶ μία σκηνή [788, 428, 890, 442]
article-paragraph: Μετὰ μεγάλης χαρᾶς ἡ Κυβέρνησις βλέπει τὴν σύστασιν τοιούτων σωματείων τὰ ὁποῖα θὰ δυνηθῶσι νὰ συμβάλωσι εἰς τὴν οἰκονομικὴν καὶ ἐμπορικὴν πρόοδον τῆς χώρας. [950, 381, 1148, 491]
page-number: ΣΧΡΙΙΙ [691, 4, 793, 26]
article-paragraph: Τὸ κατάστημα τοῦτο κεῖται εἰς τὸ μέγαρον τοῦ κ. Τσίχλη, καταλαμβάνει δὲ τὸ πρῶτον πάτωμα καὶ ἐπιπλώθη κομψότατα. [740, 898, 939, 976]
divider [740, 654, 939, 656]
numbers-row: 33834 33122 61465 61661 52978 46347 [113, 831, 274, 858]
